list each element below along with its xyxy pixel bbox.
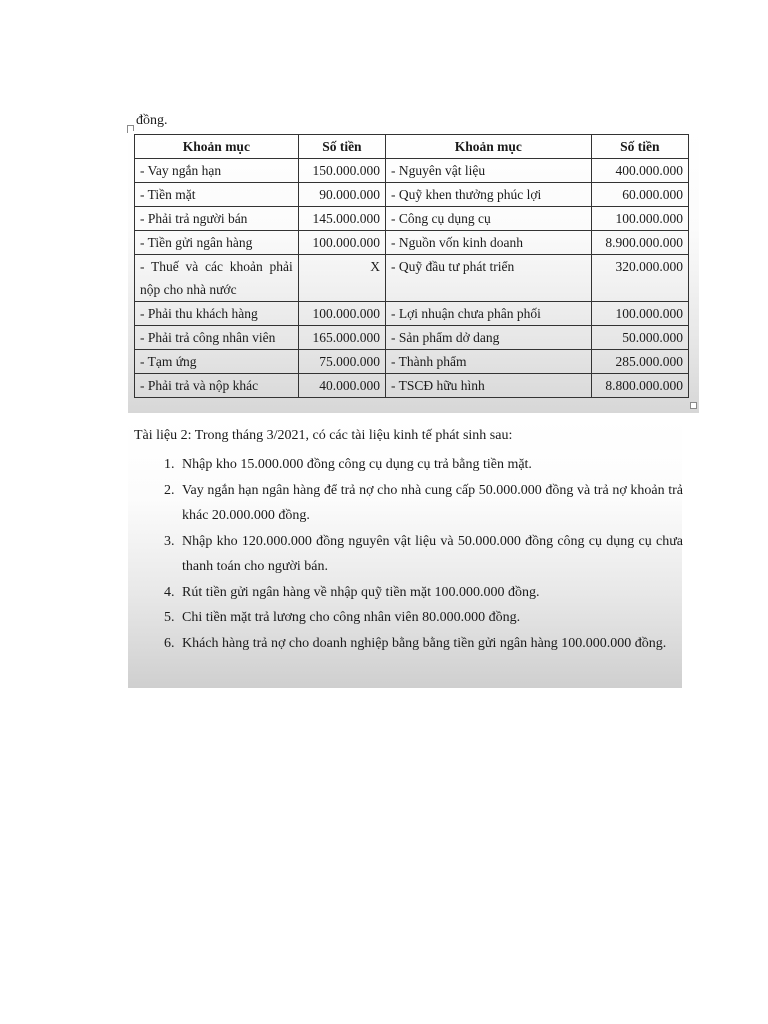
cell-item: - Lợi nhuận chưa phân phối — [386, 302, 592, 326]
cell-item: - Thành phẩm — [386, 350, 592, 374]
cell-item: - Quỹ khen thưởng phúc lợi — [386, 183, 592, 207]
cell-amount: 165.000.000 — [298, 326, 385, 350]
cell-item: - Thuế và các khoản phải nộp cho nhà nước — [135, 255, 299, 302]
cell-item: - Phải thu khách hàng — [135, 302, 299, 326]
table-row — [135, 374, 689, 398]
list-item: 6. Khách hàng trả nợ cho doanh nghiệp bằng bằng tiền gửi ngân hàng 100.000.000 đồng. — [178, 631, 683, 657]
cell-amount: 90.000.000 — [298, 183, 385, 207]
list-item: 1. Nhập kho 15.000.000 đồng công cụ dụng cụ trả bằng tiền mặt. — [178, 452, 683, 478]
table-row — [135, 159, 689, 183]
table-row — [135, 350, 689, 374]
cell-amount: 150.000.000 — [298, 159, 385, 183]
cell-item: - Phải trả người bán — [135, 207, 299, 231]
cell-item: - TSCĐ hữu hình — [386, 374, 592, 398]
cell-item: - Sản phẩm dở dang — [386, 326, 592, 350]
cell-item: - Nguồn vốn kinh doanh — [386, 231, 592, 255]
header-item-left: Khoản mục — [135, 135, 299, 159]
cell-item: - Tiền mặt — [135, 183, 299, 207]
header-amount-right: Số tiền — [591, 135, 688, 159]
cell-amount: 40.000.000 — [298, 374, 385, 398]
continued-text: đồng. — [136, 113, 168, 128]
table-header-row — [135, 135, 689, 159]
cell-amount: 8.800.000.000 — [591, 374, 688, 398]
cell-amount: 100.000.000 — [591, 302, 688, 326]
list-item: 2. Vay ngắn hạn ngân hàng để trả nợ cho nhà cung cấp 50.000.000 đồng và trả nợ khoản trả khác 20.000.000 đồng. — [178, 478, 683, 529]
table-row — [135, 326, 689, 350]
table-row — [135, 183, 689, 207]
cell-amount: 400.000.000 — [591, 159, 688, 183]
cell-amount: 8.900.000.000 — [591, 231, 688, 255]
header-amount-left: Số tiền — [298, 135, 385, 159]
cell-amount: 60.000.000 — [591, 183, 688, 207]
table-row — [135, 302, 689, 326]
list-item: 3. Nhập kho 120.000.000 đồng nguyên vật liệu và 50.000.000 đồng công cụ dụng cụ chưa thanh toán cho người bán. — [178, 529, 683, 580]
cell-item: - Tiền gửi ngân hàng — [135, 231, 299, 255]
table-resize-handle-icon[interactable] — [690, 402, 697, 409]
cell-amount: 100.000.000 — [591, 207, 688, 231]
cell-amount: 285.000.000 — [591, 350, 688, 374]
table-panel — [128, 131, 699, 413]
table-row — [135, 255, 689, 302]
cell-item: - Vay ngắn hạn — [135, 159, 299, 183]
cell-item: - Tạm ứng — [135, 350, 299, 374]
table-row — [135, 207, 689, 231]
balance-table — [134, 134, 689, 398]
cell-item: - Công cụ dụng cụ — [386, 207, 592, 231]
cell-item: - Phải trả và nộp khác — [135, 374, 299, 398]
header-item-right: Khoản mục — [386, 135, 592, 159]
cell-amount: 75.000.000 — [298, 350, 385, 374]
cell-amount: 320.000.000 — [591, 255, 688, 302]
document-heading: Tài liệu 2: Trong tháng 3/2021, có các tài liệu kinh tế phát sinh sau: — [134, 428, 513, 443]
cell-amount: 145.000.000 — [298, 207, 385, 231]
table-row — [135, 231, 689, 255]
transaction-list — [148, 452, 683, 656]
cell-item: - Phải trả công nhân viên — [135, 326, 299, 350]
cell-amount: 100.000.000 — [298, 302, 385, 326]
cell-amount: 100.000.000 — [298, 231, 385, 255]
transactions-panel — [128, 418, 682, 688]
cell-amount: 50.000.000 — [591, 326, 688, 350]
cell-item: - Quỹ đầu tư phát triển — [386, 255, 592, 302]
list-item: 4. Rút tiền gửi ngân hàng về nhập quỹ tiền mặt 100.000.000 đồng. — [178, 580, 683, 606]
cell-amount: X — [298, 255, 385, 302]
list-item: 5. Chi tiền mặt trả lương cho công nhân viên 80.000.000 đồng. — [178, 605, 683, 631]
cell-item: - Nguyên vật liệu — [386, 159, 592, 183]
